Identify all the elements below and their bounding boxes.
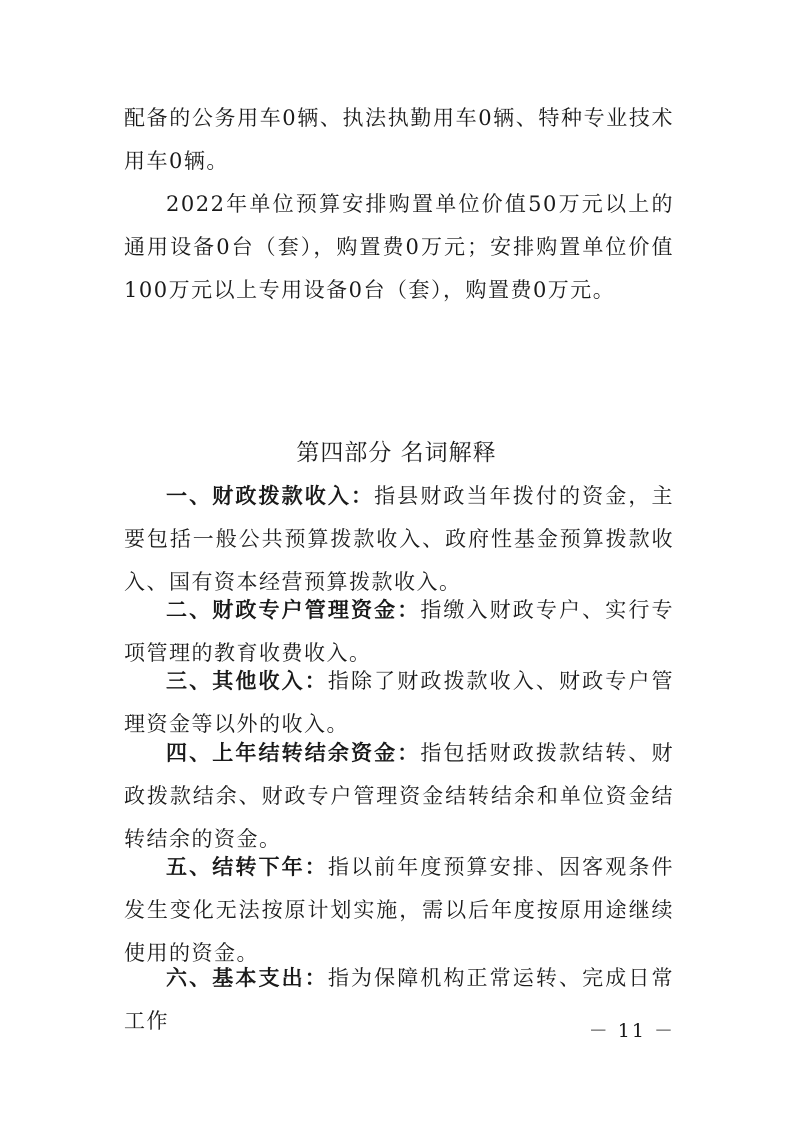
definition-term: 四、上年结转结余资金： <box>166 741 421 765</box>
definition-item <box>124 732 674 861</box>
vehicle-paragraph: 配备的公务用车0辆、执法执勤用车0辆、特种专业技术用车0辆。 <box>124 106 674 173</box>
equipment-paragraph: 2022年单位预算安排购置单位价值50万元以上的通用设备0台（套），购置费0万元；安排购置单位价值100万元以上专用设备0台（套），购置费0万元。 <box>124 192 674 302</box>
definition-text: 指县财政当年拨付的资金，主要包括一般公共预算拨款收入、政府性基金预算拨款收入、国有资本经营预算拨款收入。 <box>124 484 675 594</box>
page-number: － 11 － <box>588 1020 675 1042</box>
definition-text: 指包括财政拨款结转、财政拨款结余、财政专户管理资金结转结余和单位资金结转结余的资金。 <box>124 741 675 851</box>
section-title: 第四部分 名词解释 <box>296 440 497 466</box>
definition-text: 指为保障机构正常运转、完成日常工作 <box>124 966 675 1033</box>
definition-item <box>124 846 674 975</box>
definition-item <box>124 475 674 604</box>
definition-term: 三、其他收入： <box>166 669 328 693</box>
definition-term: 五、结转下年： <box>166 855 328 879</box>
definition-term: 一、财政拨款收入： <box>166 484 375 508</box>
definition-term: 六、基本支出： <box>166 966 328 990</box>
definition-text: 指缴入财政专户、实行专项管理的教育收费收入。 <box>124 598 675 665</box>
definition-text: 指以前年度预算安排、因客观条件发生变化无法按原计划实施，需以后年度按原用途继续使用的资金。 <box>124 855 675 965</box>
definition-term: 二、财政专户管理资金： <box>166 598 421 622</box>
definition-text: 指除了财政拨款收入、财政专户管理资金等以外的收入。 <box>124 669 675 736</box>
